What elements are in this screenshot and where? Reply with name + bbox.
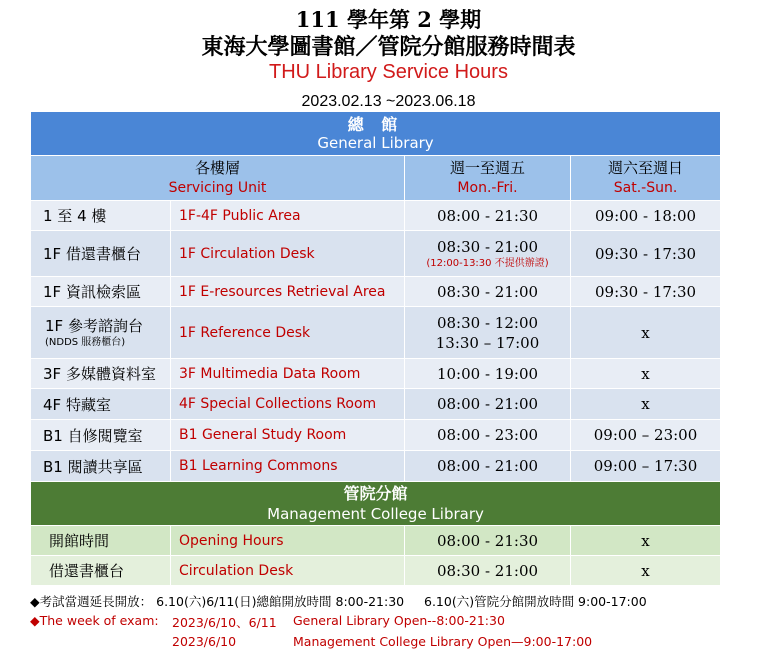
table-row [31, 526, 721, 556]
table-row [31, 420, 721, 451]
table-row [31, 231, 721, 277]
unit-en: 1F E-resources Retrieval Area [171, 277, 405, 307]
unit-zh: B1 閱讀共享區 [31, 451, 171, 482]
col-weekend-en: Sat.-Sun. [613, 180, 678, 196]
unit-en: Circulation Desk [171, 556, 405, 586]
unit-en: 1F Reference Desk [171, 307, 405, 359]
unit-en: 4F Special Collections Room [171, 389, 405, 420]
weekday-hours: 08:00 - 21:30 [405, 526, 571, 556]
footnote-en-date2: 2023/6/10 [172, 634, 237, 649]
weekend-hours: x [571, 307, 721, 359]
unit-en: B1 General Study Room [171, 420, 405, 451]
weekday-hours: 08:00 - 21:00 [405, 451, 571, 482]
weekend-hours: x [571, 389, 721, 420]
bullet-icon: ◆ [30, 613, 40, 628]
weekday-hours: 08:00 - 21:30 [405, 201, 571, 231]
weekend-hours: x [571, 526, 721, 556]
weekday-hours: 08:30 - 21:00 [405, 277, 571, 307]
weekend-hours: 09:30 - 17:30 [571, 277, 721, 307]
footnote-en-date1: 2023/6/10、6/11 [172, 615, 277, 630]
management-title-zh: 管院分館 [343, 483, 408, 503]
weekday-hours: 08:00 - 21:00 [405, 389, 571, 420]
weekday-hours: 08:30 - 12:00 [436, 313, 539, 332]
weekday-hours: 10:00 - 19:00 [405, 359, 571, 389]
management-title-en: Management College Library [267, 504, 484, 523]
management-library-banner [31, 482, 721, 526]
weekday-note: (12:00-13:30 不提供辦證) [426, 257, 549, 269]
table-row [31, 277, 721, 307]
unit-zh: B1 自修閱覽室 [31, 420, 171, 451]
unit-sub: (NDDS 服務櫃台) [45, 337, 126, 348]
unit-en: 1F-4F Public Area [171, 201, 405, 231]
col-weekday-zh: 週一至週五 [449, 159, 525, 177]
table-row [31, 359, 721, 389]
unit-zh: 1F 資訊檢索區 [31, 277, 171, 307]
table-row [31, 201, 721, 231]
footnote-en-text1: General Library Open--8:00-21:30 [293, 613, 505, 628]
table-row [31, 556, 721, 586]
unit-zh: 開館時間 [31, 526, 171, 556]
weekend-hours: 09:00 - 18:00 [571, 201, 721, 231]
unit-zh: 4F 特藏室 [31, 389, 171, 420]
col-unit-en: Servicing Unit [168, 180, 267, 196]
footnote-zh-general: 6.10(六)6/11(日)總館開放時間 8:00-21:30 [156, 594, 405, 609]
semester-title: 111 學年第 2 學期 [295, 7, 482, 32]
weekend-hours: x [571, 359, 721, 389]
weekday-hours: 08:30 - 21:00 [436, 237, 539, 256]
column-header-row [31, 156, 721, 201]
col-unit-zh: 各樓層 [194, 159, 240, 177]
unit-zh: 3F 多媒體資料室 [31, 359, 171, 389]
col-weekday-en: Mon.-Fri. [457, 180, 518, 196]
weekend-hours: 09:30 - 17:30 [571, 231, 721, 277]
english-title: THU Library Service Hours [269, 61, 508, 83]
weekend-hours: 09:00 – 17:30 [571, 451, 721, 482]
unit-en: 3F Multimedia Data Room [171, 359, 405, 389]
unit-zh: 借還書櫃台 [31, 556, 171, 586]
document-title: 東海大學圖書館／管院分館服務時間表 [201, 34, 576, 60]
footnote-en-text2: Management College Library Open—9:00-17:00 [293, 634, 593, 649]
unit-en: Opening Hours [171, 526, 405, 556]
unit-zh: 1F 借還書櫃台 [31, 231, 171, 277]
footnote-en-1 [30, 613, 159, 628]
table-row [31, 451, 721, 482]
general-title-en: General Library [317, 133, 434, 152]
service-hours-table [30, 111, 721, 586]
footnote-zh-label: 考試當週延長開放： [39, 594, 153, 609]
weekday-hours: 08:00 - 23:00 [405, 420, 571, 451]
weekday-hours: 08:30 - 21:00 [405, 556, 571, 586]
footnote-zh [30, 592, 647, 610]
bullet-icon: ◆ [30, 594, 40, 609]
footnote-en-label: The week of exam: [39, 613, 159, 628]
weekday-hours-2: 13:30 – 17:00 [435, 333, 540, 352]
weekend-hours: 09:00 – 23:00 [571, 420, 721, 451]
unit-en: B1 Learning Commons [171, 451, 405, 482]
unit-en: 1F Circulation Desk [171, 231, 405, 277]
general-title-zh: 總 館 [347, 114, 404, 134]
col-weekend-zh: 週六至週日 [608, 159, 684, 177]
table-row [31, 307, 721, 359]
weekend-hours: x [571, 556, 721, 586]
general-library-banner [31, 112, 721, 156]
unit-zh: 1 至 4 樓 [31, 201, 171, 231]
table-row [31, 389, 721, 420]
unit-zh: 1F 參考諮詢台 [45, 317, 143, 335]
date-range: 2023.02.13 ~2023.06.18 [301, 93, 476, 110]
footnote-zh-mgmt: 6.10(六)管院分館開放時間 9:00-17:00 [424, 594, 647, 609]
